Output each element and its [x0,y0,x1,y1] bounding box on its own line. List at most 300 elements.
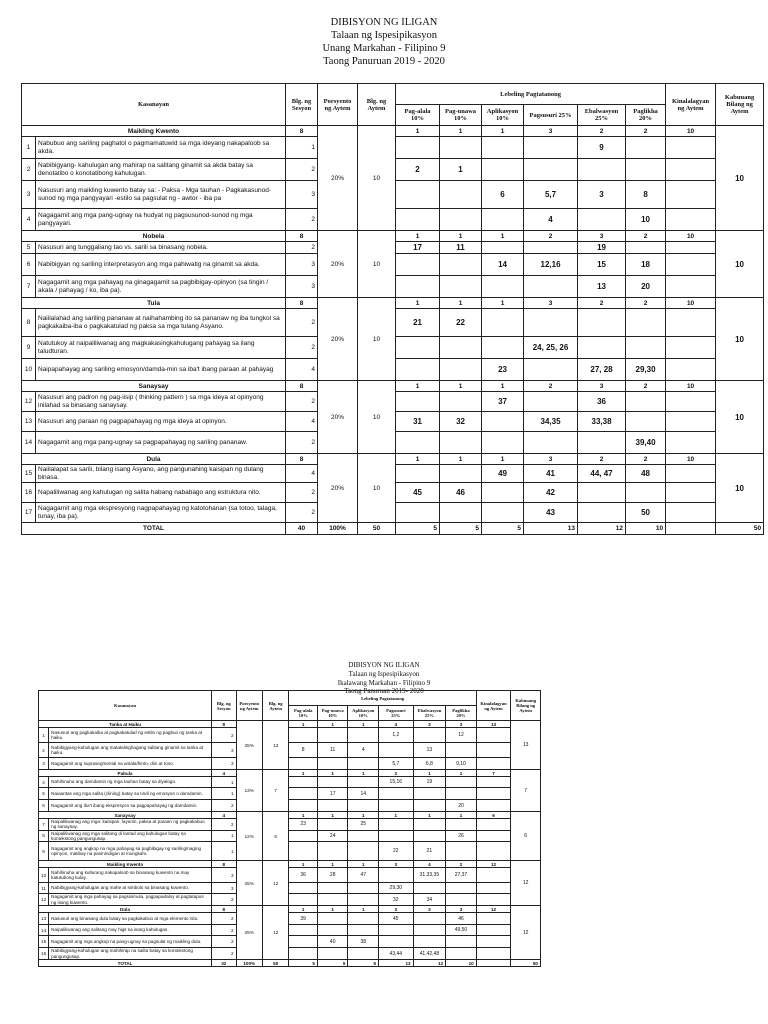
row-level-items [446,842,477,861]
row-number: 13 [39,913,49,925]
row-description: Naipapahayag ang sariling emosyon/damda-min sa iba't ibang paraan at pahayag [36,359,286,381]
competency-row [39,948,541,960]
row-level-items [626,309,666,337]
row-sessions: 1 [212,788,236,800]
row-number: 12 [39,894,49,906]
row-number: 6 [22,254,36,276]
section-percent: 20% [318,126,358,231]
row-level-items: 46 [446,913,477,925]
section-kabuuang: 10 [716,231,764,298]
row-level-items: 24 [317,830,348,842]
row-description: Nabibigyang-kahulugan ang mahe at simbolo sa binasang kuwento. [49,883,212,894]
header-blg-aytem: Blg. ng Aytem [262,691,288,721]
section-kinalalagyan: 12 [476,906,511,913]
row-level-items: 25 [348,819,379,831]
row-level-items: 46 [440,483,482,503]
section-level-count: 2 [626,454,666,465]
row-level-items [317,842,348,861]
section-percent: 25% [236,721,262,770]
row-description: Nagagamit ang mga pang-ugnay na hudyat ng pagsusunod-sunod ng mga pangyayari. [36,209,286,231]
row-level-items: 49 [482,465,524,483]
header-blg-aytem: Blg. ng Aytem [358,84,396,126]
header-row [39,691,541,706]
section-kabuuang: 12 [511,861,541,906]
section-level-count: 1 [289,770,318,777]
section-level-count: 1 [440,298,482,309]
competency-row [39,894,541,906]
section-kinalalagyan: 6 [476,812,511,819]
row-kinalalagyan [476,800,511,812]
row-kinalalagyan [476,788,511,800]
row-description: Naiaantas ang mga salita (clining) batay sa tindi ng emosyon o damdamin. [49,788,212,800]
row-level-items [524,137,578,159]
division-title: DIBISYON NG ILIGAN [348,661,420,669]
row-level-items: 4 [524,209,578,231]
row-level-items [289,948,318,960]
section-percent: 20% [318,231,358,298]
section-sessions: 8 [286,298,318,309]
row-level-items [626,483,666,503]
section-level-count: 1 [317,812,348,819]
header-kabuuang: Kabuuang Bilang ng Aytem [511,691,541,721]
row-level-items [413,936,446,948]
row-level-items: 43,44 [379,948,414,960]
row-level-items: 23 [482,359,524,381]
row-kinalalagyan [476,830,511,842]
section-level-count: 1 [396,454,440,465]
document-title: Talaan ng Ispesipikasyon [331,30,437,42]
row-sessions: 2 [286,483,318,503]
row-kinalalagyan [666,432,716,454]
row-sessions: 1 [212,830,236,842]
section-level-count: 1 [289,812,318,819]
row-kinalalagyan [666,483,716,503]
row-level-items [626,159,666,181]
row-level-items [626,137,666,159]
competency-row [39,758,541,770]
row-level-items [348,883,379,894]
section-level-count: 3 [446,906,477,913]
competency-row [39,913,541,925]
row-description: Nagagamit ang mga angkop na pang-ugnay sa pagsulat ng maikling dula. [49,936,212,948]
row-number: 9 [22,337,36,359]
section-level-count: 4 [379,721,414,728]
row-level-items [396,503,440,523]
row-number: 4 [22,209,36,231]
row-kinalalagyan [476,743,511,758]
total-sessions: 32 [212,960,236,967]
row-level-items [317,925,348,936]
row-level-items [379,800,414,812]
total-level: 10 [626,523,666,535]
section-kinalalagyan: 10 [666,454,716,465]
row-description: Nasusuri ang pagkakaiba at pagkakatulad ng estilo ng pagbuo ng tanka at haiku. [49,728,212,743]
row-kinalalagyan [666,392,716,412]
row-number: 15 [39,936,49,948]
section-level-count: 1 [348,812,379,819]
row-level-items [396,359,440,381]
section-sessions: 8 [286,231,318,242]
total-aytem: 50 [358,523,396,535]
row-level-items [446,743,477,758]
row-description: Nasusuri ang binasang dula batay sa pagkakabuo at mga elemento nito. [49,913,212,925]
section-level-count: 1 [396,381,440,392]
row-number: 3 [22,181,36,209]
row-level-items [396,392,440,412]
row-level-items: 21 [396,309,440,337]
row-level-items [446,777,477,788]
row-level-items [413,830,446,842]
total-level: 5 [317,960,348,967]
competency-row [39,868,541,883]
row-level-items [379,830,414,842]
row-level-items: 45 [396,483,440,503]
row-level-items [396,254,440,276]
row-level-items: 1,2 [379,728,414,743]
row-sessions: 3 [286,254,318,276]
row-level-items [317,894,348,906]
row-description: Nasusuri ang tunggaliang tao vs. sarili sa binasang nobela. [36,242,286,254]
division-title: DIBISYON NG ILIGAN [330,17,438,28]
row-level-items [524,309,578,337]
section-level-count: 3 [524,454,578,465]
section-aytem: 10 [358,298,396,381]
section-level-count: 3 [379,906,414,913]
row-level-items: 5,7 [524,181,578,209]
row-kinalalagyan [476,913,511,925]
section-kinalalagyan: 12 [476,861,511,868]
row-kinalalagyan [666,337,716,359]
row-sessions: 2 [286,337,318,359]
section-name: Tanka at Haiku [39,721,212,728]
row-level-items: 4 [348,743,379,758]
row-level-items [317,913,348,925]
row-description: Nahihinuha ang damdamin ng mga tauhan batay sa diyalogo. [49,777,212,788]
row-kinalalagyan [476,948,511,960]
row-number: 12 [22,392,36,412]
row-level-items [578,159,626,181]
total-label: TOTAL [39,960,212,967]
row-level-items [396,337,440,359]
section-level-count: 1 [482,454,524,465]
total-label: TOTAL [22,523,286,535]
row-level-items [578,432,626,454]
section-percent: 25% [236,906,262,960]
section-name: Dula [39,906,212,913]
row-level-items [440,137,482,159]
row-number: 5 [22,242,36,254]
row-level-items [396,465,440,483]
row-number: 17 [22,503,36,523]
row-level-items: 50 [626,503,666,523]
total-sessions: 40 [286,523,318,535]
document-title: Talaan ng Ispesipikasyon [348,669,420,678]
row-level-items [578,503,626,523]
row-level-items [289,894,318,906]
row-level-items [348,913,379,925]
row-number: 10 [39,868,49,883]
row-kinalalagyan [666,412,716,432]
row-level-items [348,758,379,770]
section-aytem: 10 [358,454,396,523]
row-number: 2 [22,159,36,181]
row-kinalalagyan [666,309,716,337]
section-aytem: 12 [262,906,288,960]
row-level-items: 2 [396,159,440,181]
header-level: Ebalwasyon 25% [413,706,446,721]
row-sessions: 3 [286,276,318,298]
row-description: Napaliliwanag ang kahulugan ng salita habang nababago ang estruktura nito. [36,483,286,503]
row-level-items [317,777,348,788]
row-level-items [482,309,524,337]
section-percent: 13% [236,770,262,812]
section-level-count: 2 [578,298,626,309]
row-kinalalagyan [666,242,716,254]
section-kinalalagyan: 10 [666,381,716,392]
section-row [22,231,764,242]
section-level-count: 3 [413,906,446,913]
row-kinalalagyan [476,777,511,788]
row-level-items [348,830,379,842]
row-level-items [348,800,379,812]
header-kinalalagyan: Kinalalagyan ng Aytem [476,691,511,721]
row-kinalalagyan [476,883,511,894]
competency-row [39,777,541,788]
section-name: Maikling Kwento [39,861,212,868]
row-kinalalagyan [666,181,716,209]
section-level-count: 1 [440,454,482,465]
row-level-items: 28 [317,868,348,883]
row-level-items [524,359,578,381]
row-sessions: 2 [212,948,236,960]
row-kinalalagyan [666,137,716,159]
row-level-items [289,777,318,788]
specification-table-1 [21,83,764,535]
section-percent: 20% [318,381,358,454]
competency-row [39,936,541,948]
row-description: Nabibigyang- kahulugan ang mahirap na salitang ginamit sa akda batay sa denotatibo o konotatibong kahulugan. [36,159,286,181]
row-level-items: 21 [413,842,446,861]
section-kabuuang: 7 [511,770,541,812]
header-lebel: Lebeling Pagtatanong [396,84,666,105]
row-level-items [348,948,379,960]
row-level-items: 22 [440,309,482,337]
row-level-items [482,337,524,359]
row-number: 1 [39,728,49,743]
row-kinalalagyan [476,842,511,861]
section-kinalalagyan: 10 [666,298,716,309]
row-level-items: 27,37 [446,868,477,883]
row-level-items [317,819,348,831]
row-sessions: 2 [212,819,236,831]
row-number: 2 [39,743,49,758]
section-kabuuang: 10 [716,381,764,454]
row-description: Nahihinuha ang kulturang nakapaloob sa binasang kuwento na may katutubong kulay. [49,868,212,883]
total-level: 5 [289,960,318,967]
row-level-items [413,788,446,800]
section-row [39,861,541,868]
row-level-items [289,936,318,948]
row-description: Nasusuri ang paraan ng pagpapahayag ng mga ideya at opinyon. [36,412,286,432]
row-level-items [524,242,578,254]
row-level-items: 36 [289,868,318,883]
table2-body [39,691,541,967]
row-sessions: 2 [212,936,236,948]
row-level-items [413,800,446,812]
quarter-title: Ikalawang Markahan - Filipino 9 [337,678,431,687]
row-level-items [413,913,446,925]
row-level-items: 13 [413,743,446,758]
row-sessions: 2 [212,728,236,743]
row-level-items [524,392,578,412]
competency-row [39,830,541,842]
row-number: 8 [22,309,36,337]
row-sessions: 4 [286,412,318,432]
header-lebel: Lebeling Pagtatanong [289,691,476,706]
row-sessions: 4 [286,465,318,483]
row-sessions: 1 [212,777,236,788]
row-level-items [440,209,482,231]
row-level-items [524,276,578,298]
row-description: Naiilalapat sa sarili, bilang isang Asyano, ang pangunahing kaisipan ng dulang binasa. [36,465,286,483]
header-level: Pag-alala 10% [396,105,440,126]
section-kinalalagyan: 10 [666,231,716,242]
row-number: 7 [39,819,49,831]
row-kinalalagyan [666,254,716,276]
total-level: 5 [396,523,440,535]
section-name: Nobela [22,231,286,242]
row-level-items [348,894,379,906]
school-year: Taong Panuruan 2019 - 2020 [323,56,445,68]
row-level-items [626,392,666,412]
competency-row [39,788,541,800]
section-level-count: 2 [578,454,626,465]
row-number: 13 [22,412,36,432]
row-sessions: 3 [212,868,236,883]
row-level-items: 43 [524,503,578,523]
row-level-items: 20 [446,800,477,812]
section-level-count: 2 [626,298,666,309]
section-level-count: 2 [446,861,477,868]
row-number: 8 [39,830,49,842]
row-number: 6 [39,800,49,812]
total-kabuuang: 50 [716,523,764,535]
section-aytem: 10 [358,381,396,454]
row-level-items: 14 [348,788,379,800]
section-aytem: 10 [358,231,396,298]
row-level-items [578,337,626,359]
table1-body [22,84,764,535]
row-level-items: 13 [578,276,626,298]
row-level-items [317,883,348,894]
row-number: 16 [39,948,49,960]
row-level-items [440,392,482,412]
section-sessions: 8 [212,721,236,728]
section-level-count: 1 [289,861,318,868]
row-level-items: 44, 47 [578,465,626,483]
row-description: Nabibigyang-kahulugan ang mahihirap na salita batay sa kontekstong pangungusap. [49,948,212,960]
header-blg-sesyon: Blg. ng Sesyon [212,691,236,721]
header-level: Paglikha 20% [446,706,477,721]
section-aytem: 7 [262,770,288,812]
row-level-items: 48 [626,465,666,483]
row-level-items [440,276,482,298]
section-level-count: 1 [317,770,348,777]
row-sessions: 2 [286,392,318,412]
header-blg-sesyon: Blg. ng Sesyon [286,84,318,126]
row-level-items [348,728,379,743]
section-sessions: 8 [212,861,236,868]
row-level-items [482,209,524,231]
row-level-items: 3 [578,181,626,209]
row-level-items [289,758,318,770]
row-description: Naipaliliwanag ang salitang may higit sa isang kahulugan. [49,925,212,936]
total-aytem: 50 [262,960,288,967]
header-kasanayan: Kasanayan [22,84,286,126]
row-level-items: 12,16 [524,254,578,276]
section-level-count: 1 [317,721,348,728]
row-number: 1 [22,137,36,159]
section-name: Tula [22,298,286,309]
row-level-items: 32 [440,412,482,432]
row-sessions: 4 [286,359,318,381]
row-description: Nagagamit ang suprasegmental na antala/hinto, diin at tono. [49,758,212,770]
total-percent: 100% [236,960,262,967]
section-level-count: 3 [578,381,626,392]
row-description: Natutukoy at naipaliliwanag ang magkakasingkahulugang pahayag sa ilang taludturan. [36,337,286,359]
row-level-items [482,137,524,159]
section-level-count: 1 [482,298,524,309]
row-level-items: 10 [626,209,666,231]
row-level-items [289,728,318,743]
row-kinalalagyan [476,925,511,936]
section-level-count: 3 [413,721,446,728]
row-level-items: 6,8 [413,758,446,770]
row-level-items [446,788,477,800]
row-level-items [440,503,482,523]
section-aytem: 10 [358,126,396,231]
competency-row [39,883,541,894]
header-kinalalagyan: Kinalalagyan ng Aytem [666,84,716,126]
section-level-count: 1 [413,770,446,777]
row-sessions: 3 [212,758,236,770]
total-level: 5 [348,960,379,967]
header-level: Ebalwasyon 25% [578,105,626,126]
row-sessions: 1 [212,842,236,861]
row-description: Nagagamit ang angkop na mga pahayag sa pagbibigay ng sariling/naging opinyon, matibay na paninindigan at mungkahi. [49,842,212,861]
row-level-items: 31,33,35 [413,868,446,883]
row-level-items [396,432,440,454]
row-level-items [626,242,666,254]
row-level-items [379,819,414,831]
row-level-items: 19 [413,777,446,788]
row-level-items [348,842,379,861]
row-level-items [379,788,414,800]
row-level-items: 32 [379,894,414,906]
header-level: Aplikasyon 10% [482,105,524,126]
row-level-items [440,465,482,483]
section-kabuuang: 10 [716,298,764,381]
row-level-items: 20 [626,276,666,298]
row-number: 14 [39,925,49,936]
row-description: Nagagamit ang mga pahayag sa pagsisimula, pagpapadaloy at pagtatapos ng isang kuwento. [49,894,212,906]
row-level-items: 11 [317,743,348,758]
row-level-items: 37 [482,392,524,412]
section-kabuuang: 13 [511,721,541,770]
competency-row [39,743,541,758]
row-description: Nagagamit ang mga ekspresyong nagpapahayag ng katotohanan (sa totoo, talaga, tunay, iba pa). [36,503,286,523]
row-level-items [482,503,524,523]
